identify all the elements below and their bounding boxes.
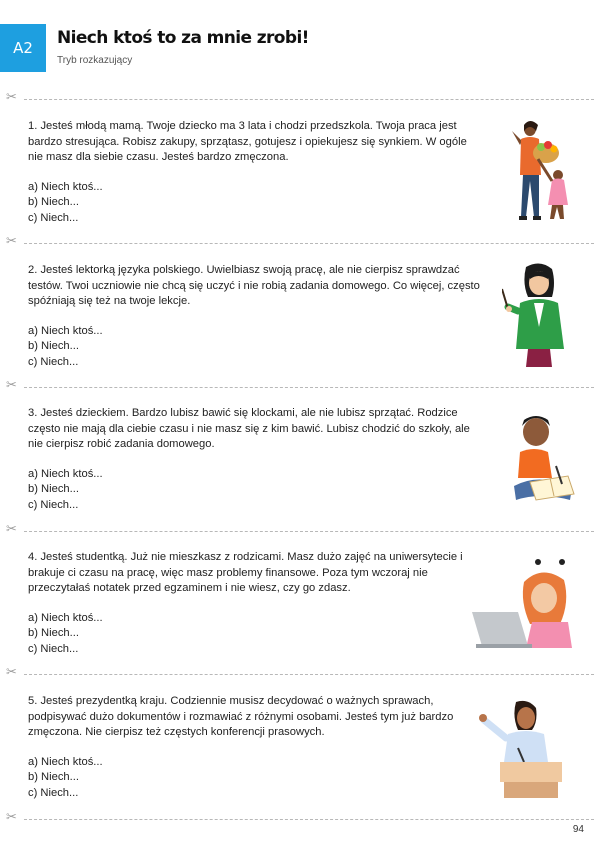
exercise-section-4 bbox=[28, 550, 598, 680]
answer-option-c: c) Niech... bbox=[28, 498, 79, 511]
situation-text: 1. Jesteś młodą mamą. Twoje dziecko ma 3 lata i chodzi przedszkola. Twoja praca jest bardzo stresująca. Robisz zakupy, sprzątasz, gotujesz i opiekujesz się synkiem. W ogóle nie masz dla siebie czasu. Jesteś bardzo zmęczona. bbox=[28, 120, 467, 163]
answer-option-b: b) Niech... bbox=[28, 627, 79, 640]
scissors-icon: ✂ bbox=[6, 809, 17, 824]
scissors-icon: ✂ bbox=[6, 377, 17, 392]
scissors-icon: ✂ bbox=[6, 664, 17, 679]
answer-option-a: a) Niech ktoś... bbox=[28, 612, 103, 624]
scissors-icon: ✂ bbox=[6, 89, 17, 104]
situation-text: 4. Jesteś studentką. Już nie mieszkasz z rodzicami. Masz dużo zajęć na uniwersytecie i brakuje ci czasu na pracę, więc masz problemy finansowe. Poza tym wczoraj nie przeczytałaś notatek przed egzaminem i nie wiesz, czy go zdasz. bbox=[28, 551, 463, 594]
answer-option-c: c) Niech... bbox=[28, 355, 79, 368]
answer-option-c: c) Niech... bbox=[28, 211, 79, 224]
situation-text: 2. Jesteś lektorką języka polskiego. Uwielbiasz swoją pracę, ale nie cierpisz sprawdzać testów. Twoi uczniowie nie chcą się uczyć i nie robią zadania domowego. Co więcej, często spóźniają się też na twoje lekcje. bbox=[28, 264, 480, 307]
president-at-podium-illustration bbox=[478, 700, 568, 798]
answer-option-b: b) Niech... bbox=[28, 340, 79, 353]
exercise-section-1 bbox=[28, 119, 598, 249]
level-badge: A2 bbox=[0, 24, 46, 72]
answer-list bbox=[28, 755, 103, 801]
exercise-section-5 bbox=[28, 694, 598, 824]
scissors-icon: ✂ bbox=[6, 521, 17, 536]
answer-list bbox=[28, 180, 103, 226]
page-subtitle: Tryb rozkazujący bbox=[57, 55, 133, 66]
scissors-icon: ✂ bbox=[6, 233, 17, 248]
mother-with-children-illustration bbox=[508, 119, 578, 223]
cut-line bbox=[6, 89, 594, 106]
answer-option-b: b) Niech... bbox=[28, 196, 79, 209]
situation-text: 5. Jesteś prezydentką kraju. Codziennie musisz decydować o ważnych sprawach, podpisywać dużo dokumentów i rozmawiać z różnymi osobami. Jesteś tym już bardzo zmęczona. Nie cierpisz też częstych konferencji prasowych. bbox=[28, 695, 454, 738]
answer-option-a: a) Niech ktoś... bbox=[28, 325, 103, 337]
answer-list bbox=[28, 324, 103, 370]
child-doing-homework-illustration bbox=[510, 412, 580, 508]
answer-list bbox=[28, 611, 103, 657]
exercise-section-3 bbox=[28, 406, 598, 536]
page-title: Niech ktoś to za mnie zrobi! bbox=[57, 28, 309, 48]
answer-option-b: b) Niech... bbox=[28, 771, 79, 784]
page-number: 94 bbox=[572, 824, 584, 835]
answer-option-c: c) Niech... bbox=[28, 642, 79, 655]
teacher-with-pointer-illustration bbox=[502, 263, 580, 369]
student-at-laptop-illustration bbox=[472, 558, 576, 648]
answer-option-a: a) Niech ktoś... bbox=[28, 181, 103, 193]
answer-option-a: a) Niech ktoś... bbox=[28, 468, 103, 480]
exercise-section-2 bbox=[28, 263, 598, 393]
answer-option-a: a) Niech ktoś... bbox=[28, 756, 103, 768]
answer-option-c: c) Niech... bbox=[28, 786, 79, 799]
answer-list bbox=[28, 467, 103, 513]
answer-option-b: b) Niech... bbox=[28, 483, 79, 496]
situation-text: 3. Jesteś dzieckiem. Bardzo lubisz bawić się klockami, ale nie lubisz sprzątać. Rodzice często nie mają dla ciebie czasu i nie masz się z kim bawić. Lubisz chodzić do szkoły, ale nie cierpisz robić zadania domowego. bbox=[28, 407, 470, 450]
